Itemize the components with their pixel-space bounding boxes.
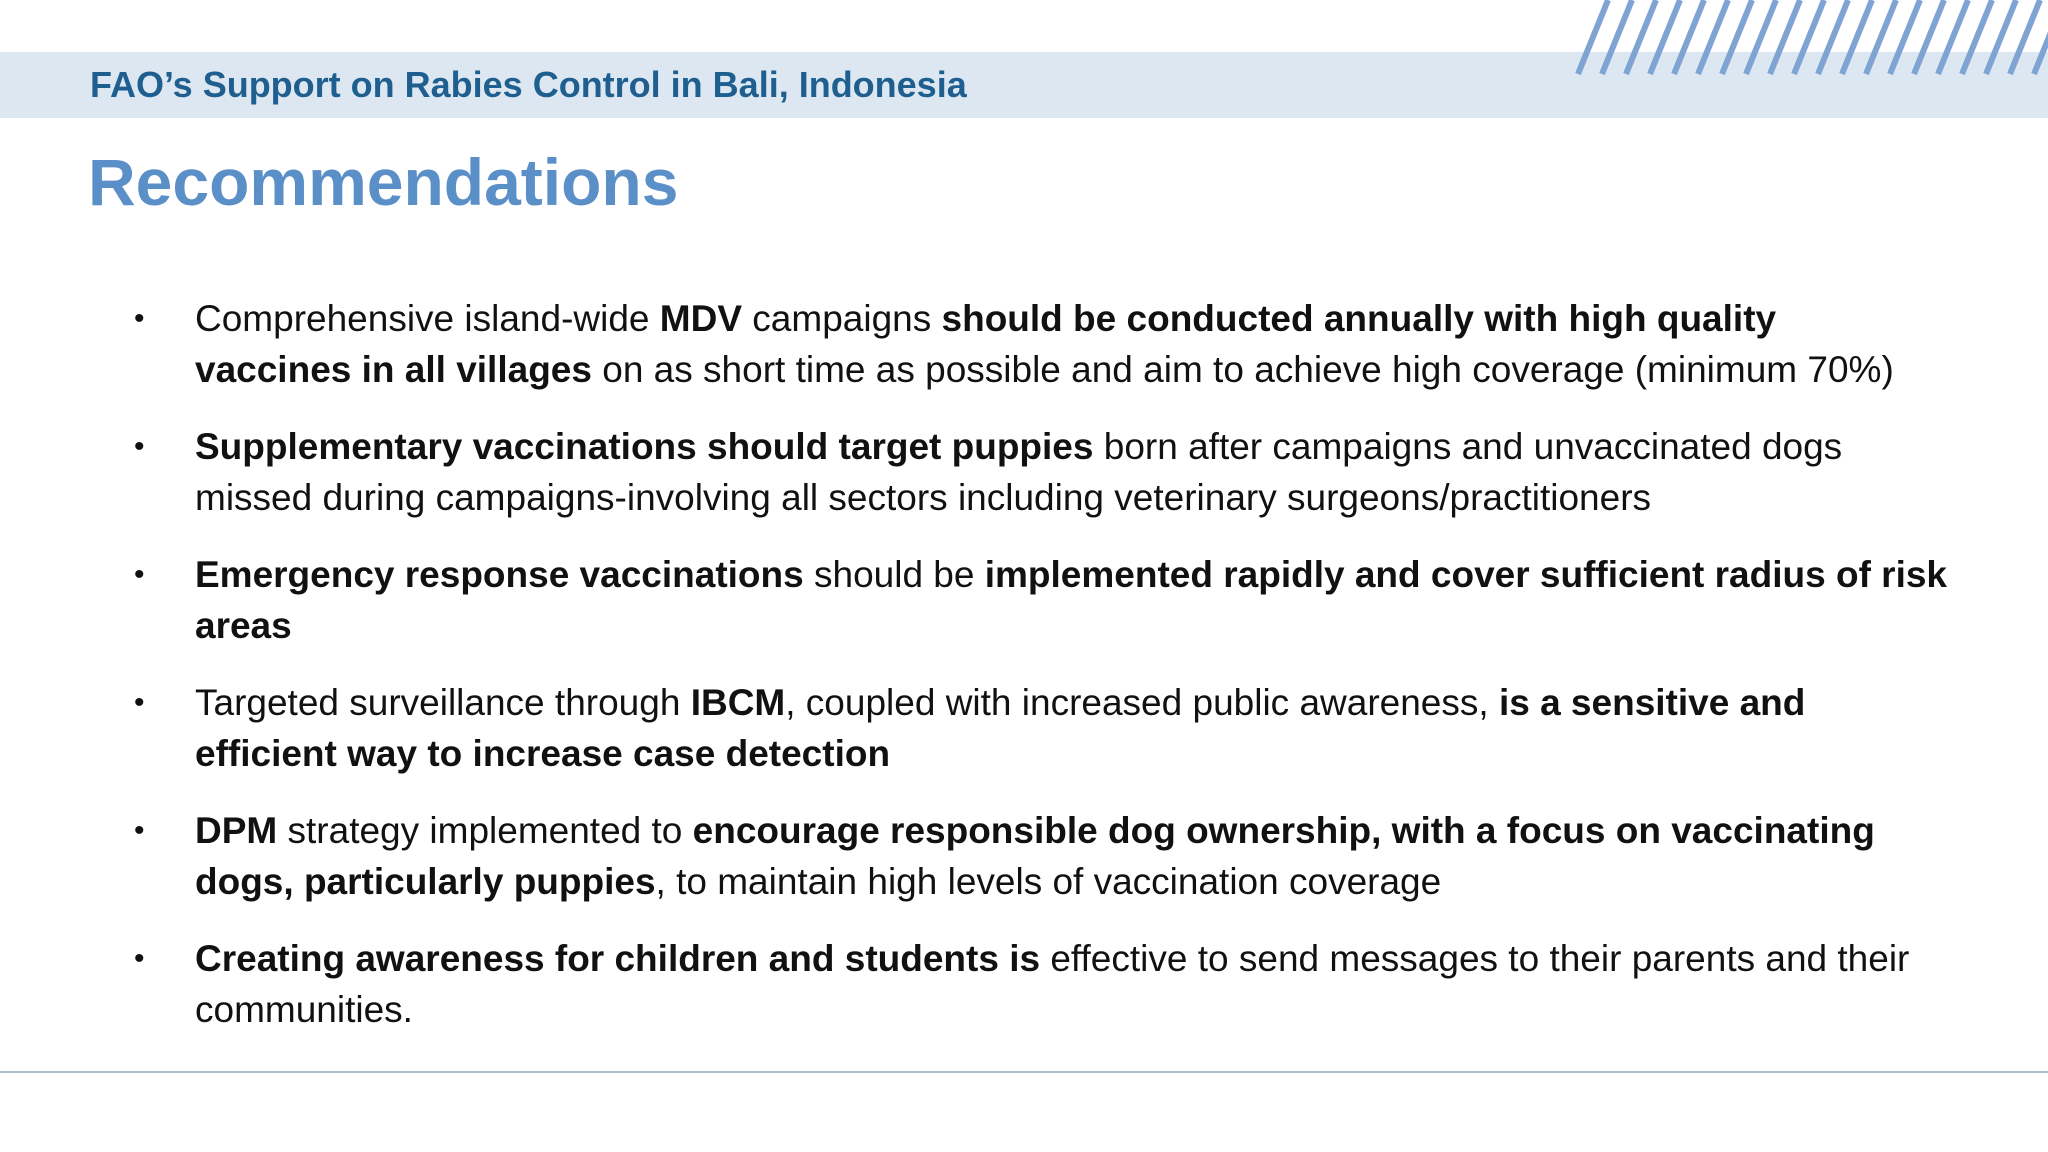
bullet-item-1 [134, 293, 1974, 397]
bullet-text [195, 677, 2048, 779]
text-run: , to maintain high levels of vaccination coverage [655, 861, 1442, 902]
bullet-line [195, 421, 2048, 472]
bold-text-run: Emergency response vaccinations [195, 554, 804, 595]
bullet-dot: • [134, 430, 145, 463]
bullet-dot: • [134, 558, 145, 591]
bold-text-run: vaccines in all villages [195, 349, 592, 390]
text-run: should be [803, 554, 985, 595]
bold-text-run: encourage responsible dog ownership, with a focus on vaccinating [692, 810, 1875, 851]
text-run: effective to send messages to their parents and their [1040, 938, 1910, 979]
header-title: FAO’s Support on Rabies Control in Bali, Indonesia [90, 64, 967, 105]
bullet-dot: • [134, 814, 145, 847]
bold-text-run: efficient way to increase case detection [195, 733, 891, 774]
bullet-text [195, 805, 2048, 907]
bullet-line [195, 856, 2048, 907]
bullet-line [195, 472, 2048, 523]
bullet-line [195, 984, 2048, 1035]
bullet-line [195, 805, 2048, 856]
bold-text-run: Creating awareness for children and students is [195, 938, 1041, 979]
bold-text-run: MDV [659, 298, 743, 339]
bold-text-run: areas [195, 605, 292, 646]
bullet-item-2 [134, 421, 1974, 525]
bullet-line [195, 344, 2048, 395]
page-title: Recommendations [88, 145, 679, 219]
bold-text-run: implemented rapidly and cover sufficient radius of risk [984, 554, 1948, 595]
text-run: missed during campaigns-involving all sectors including veterinary surgeons/practitioners [195, 477, 1652, 518]
bullet-line [195, 728, 2048, 779]
bullet-text [195, 421, 2048, 523]
text-run: Comprehensive island-wide [195, 298, 660, 339]
bullet-line [195, 933, 2048, 984]
bold-text-run: IBCM [690, 682, 786, 723]
text-run: on as short time as possible and aim to achieve high coverage (minimum 70%) [591, 349, 1894, 390]
bold-text-run: should be conducted annually with high quality [941, 298, 1777, 339]
bullet-line [195, 600, 2048, 651]
bullet-text [195, 933, 2048, 1035]
bold-text-run: is a sensitive and [1498, 682, 1806, 723]
bullet-text [195, 293, 2048, 395]
bullet-item-5 [134, 805, 1974, 909]
bullet-line [195, 677, 2048, 728]
bullet-dot: • [134, 942, 145, 975]
text-run: strategy implemented to [277, 810, 693, 851]
bullet-line [195, 549, 2048, 600]
bullet-item-4 [134, 677, 1974, 781]
bullet-dot: • [134, 686, 145, 719]
bullet-item-3 [134, 549, 1974, 653]
bullet-item-6 [134, 933, 1974, 1037]
bullet-dot: • [134, 302, 145, 335]
text-run: Targeted surveillance through [195, 682, 691, 723]
text-run: , coupled with increased public awareness, [785, 682, 1499, 723]
footer-divider [0, 1071, 2048, 1073]
bold-text-run: DPM [195, 810, 278, 851]
text-run: born after campaigns and unvaccinated dogs [1093, 426, 1843, 467]
bold-text-run: Supplementary vaccinations should target puppies [195, 426, 1094, 467]
bullet-text [195, 549, 2048, 651]
text-run: communities. [195, 989, 413, 1030]
text-run: campaigns [742, 298, 942, 339]
bullet-line [195, 293, 2048, 344]
bold-text-run: dogs, particularly puppies [195, 861, 656, 902]
